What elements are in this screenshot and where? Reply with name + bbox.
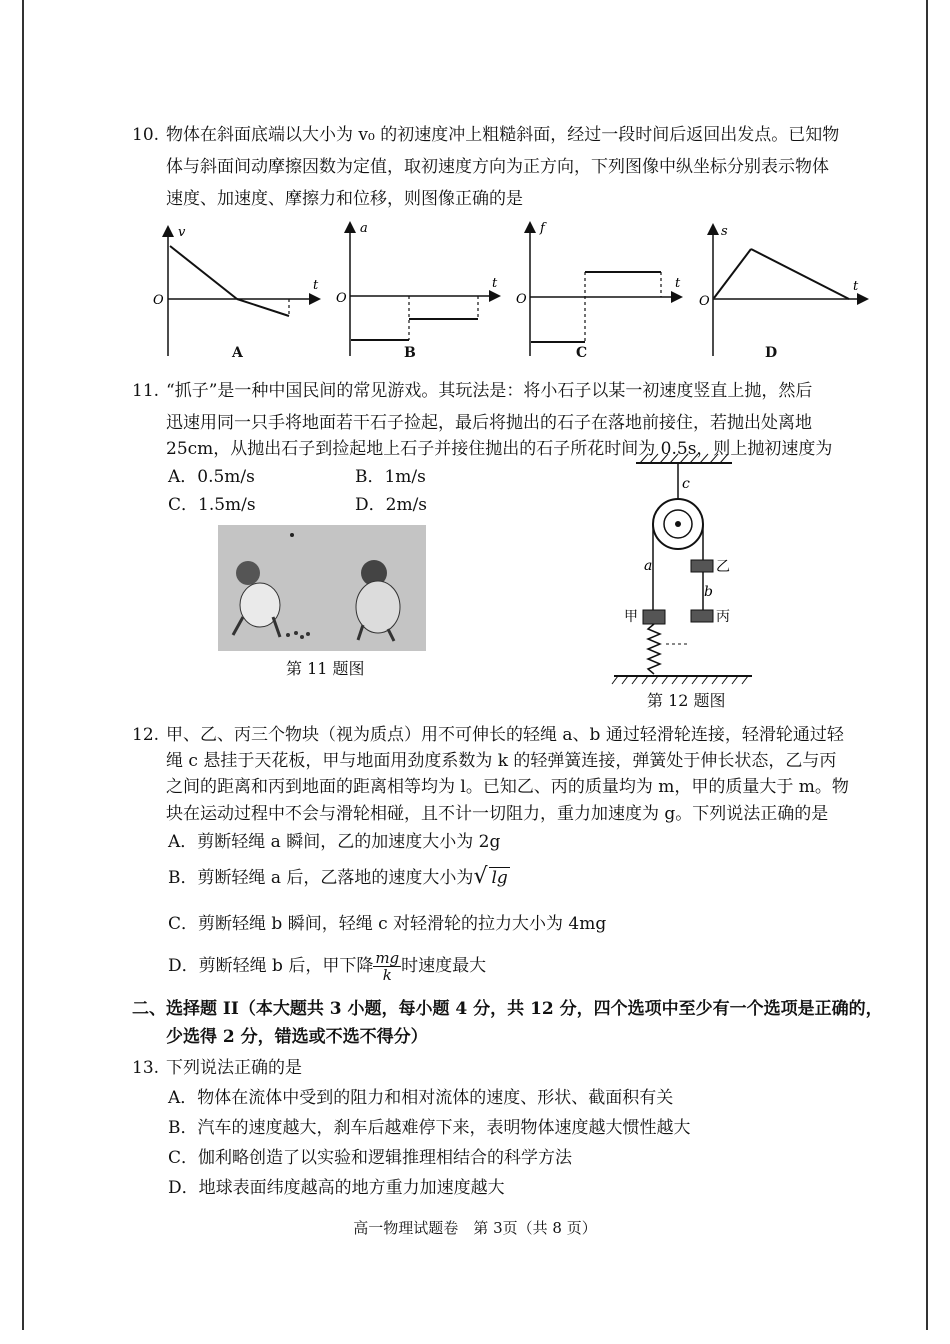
q11-line-3: 25cm，从抛出石子到捡起地上石子并接住抛出的石子所花时间为 0.5s，则上抛初速度为: [166, 439, 833, 459]
children-sketch-icon: [218, 525, 426, 651]
graph-b: [336, 221, 498, 356]
q11-option-d: D．2m/s: [355, 495, 428, 515]
graph-a: [153, 225, 319, 356]
graph-a-letter: A: [232, 345, 243, 361]
q12-option-a: A．剪断轻绳 a 瞬间，乙的加速度大小为 2g: [168, 832, 501, 852]
page-footer: 高一物理试题卷 第 3页（共 8 页）: [353, 1219, 597, 1237]
q11-option-b: B．1m/s: [355, 467, 426, 487]
q12-option-d-post: 时速度最大: [401, 956, 487, 976]
graph-b-xaxis-label: t: [492, 276, 498, 291]
q13-stem: 下列说法正确的是: [166, 1058, 302, 1078]
graph-b-origin: O: [336, 291, 347, 306]
q13-option-b: B．汽车的速度越大，刹车后越难停下来，表明物体速度越大惯性越大: [168, 1118, 691, 1138]
q12-option-b-text: B．剪断轻绳 a 后，乙落地的速度大小为: [168, 868, 474, 888]
fig11-caption: 第 11 题图: [286, 659, 365, 678]
q12-option-d-pre: D．剪断轻绳 b 后，甲下降: [168, 956, 374, 976]
graph-d-xaxis-label: t: [853, 279, 859, 294]
block-yi-label: 乙: [716, 559, 730, 575]
q13-option-c: C．伽利略创造了以实验和逻辑推理相结合的科学方法: [168, 1148, 573, 1168]
fraction-denominator: k: [382, 966, 392, 984]
q11-option-a: A．0.5m/s: [168, 467, 255, 487]
rope-b-label: b: [704, 584, 713, 600]
q10-line-2: 体与斜面间动摩擦因数为定值，取初速度方向为正方向，下列图像中纵坐标分别表示物体: [166, 157, 829, 177]
q12-option-d: [168, 950, 486, 983]
q10-line-3: 速度、加速度、摩擦力和位移，则图像正确的是: [166, 189, 523, 209]
graph-d-yaxis-label: s: [721, 224, 728, 239]
q13-option-d: D．地球表面纬度越高的地方重力加速度越大: [168, 1178, 505, 1198]
graph-a-yaxis-label: v: [178, 225, 186, 240]
q12-option-d-fraction: [373, 950, 401, 983]
graph-a-origin: O: [153, 293, 164, 308]
graph-b-yaxis-label: a: [360, 221, 368, 236]
q12-line-3: 之间的距离和丙到地面的距离相等均为 l。已知乙、丙的质量均为 m，甲的质量大于 m。物: [166, 777, 849, 797]
q11-option-c: C．1.5m/s: [168, 495, 256, 515]
q12-line-2: 绳 c 悬挂于天花板，甲与地面用劲度系数为 k 的轻弹簧连接，弹簧处于伸长状态，乙与丙: [166, 751, 837, 771]
section2-heading-line-1: 二、选择题 II（本大题共 3 小题，每小题 4 分，共 12 分，四个选项中至少有一个选项是正确的，: [132, 999, 883, 1019]
graph-d-origin: O: [699, 294, 710, 309]
graph-c: [516, 221, 681, 356]
sqrt-sign-icon: √: [473, 864, 488, 889]
q12-line-4: 块在运动过程中不会与滑轮相碰，且不计一切阻力，重力加速度为 g。下列说法正确的是: [166, 804, 829, 824]
fig12-pulley-diagram: [600, 448, 770, 693]
q13-option-a: A．物体在流体中受到的阻力和相对流体的速度、形状、截面积有关: [168, 1088, 674, 1108]
q10-graphs: [0, 0, 950, 370]
graph-c-yaxis-label: f: [540, 221, 545, 236]
graph-c-xaxis-label: t: [675, 276, 681, 291]
q13-number: 13.: [132, 1058, 160, 1078]
block-jia-label: 甲: [624, 609, 638, 625]
graph-c-origin: O: [516, 292, 527, 307]
q10-number: 10.: [132, 125, 160, 145]
q10-line-1: 物体在斜面底端以大小为 v₀ 的初速度冲上粗糙斜面，经过一段时间后返回出发点。已知物: [166, 125, 840, 145]
block-bing-label: 丙: [716, 609, 730, 625]
graph-a-xaxis-label: t: [313, 278, 319, 293]
q11-line-1: “抓子”是一种中国民间的常见游戏。其玩法是：将小石子以某一初速度竖直上抛，然后: [166, 381, 813, 401]
fig12-caption: 第 12 题图: [647, 691, 726, 710]
q12-option-c: C．剪断轻绳 b 瞬间，轻绳 c 对轻滑轮的拉力大小为 4mg: [168, 914, 607, 934]
q12-option-b-sqrt: lg: [491, 868, 508, 888]
section2-heading-line-2: 少选得 2 分，错选或不选不得分）: [166, 1027, 428, 1047]
fraction-numerator: mg: [375, 949, 400, 967]
graph-d-letter: D: [765, 345, 778, 361]
q12-line-1: 甲、乙、丙三个物块（视为质点）用不可伸长的轻绳 a、b 通过轻滑轮连接，轻滑轮通过轻: [166, 725, 844, 745]
children-playing-illustration: [218, 525, 426, 651]
graph-b-letter: B: [404, 345, 416, 361]
rope-a-label: a: [644, 558, 653, 574]
graph-c-letter: C: [576, 345, 588, 361]
q12-number: 12.: [132, 725, 160, 745]
q12-option-b: [168, 866, 510, 889]
q11-line-2: 迅速用同一只手将地面若干石子捡起，最后将抛出的石子在落地前接住，若抛出处离地: [166, 413, 812, 433]
graph-d: [699, 224, 866, 356]
rope-c-label: c: [682, 476, 690, 492]
q11-number: 11.: [132, 381, 160, 401]
